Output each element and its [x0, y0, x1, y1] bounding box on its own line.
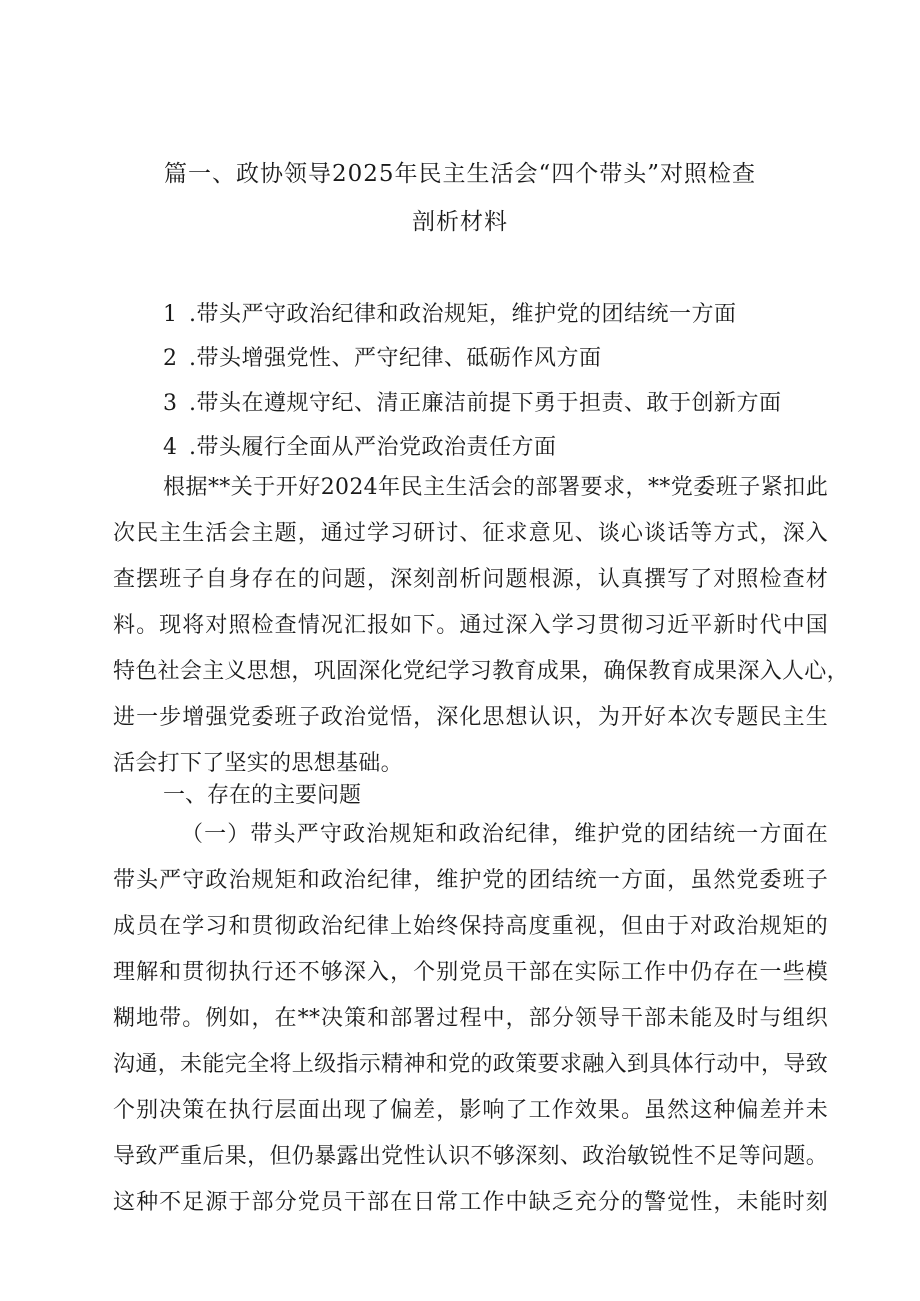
list-item-number: 3 [163, 391, 178, 416]
paragraph-line: 糊地带。例如，在**决策和部署过程中，部分领导干部未能及时与组织 [113, 1006, 828, 1031]
list-item [163, 297, 737, 328]
paragraph-line: 根据**关于开好2024年民主生活会的部署要求，**党委班子紧扣此 [163, 475, 828, 500]
list-item [163, 386, 782, 417]
list-item-text: .带头在遵规守纪、清正廉洁前提下勇于担责、敢于创新方面 [189, 391, 782, 416]
list-item-text: .带头增强党性、严守纪律、砥砺作风方面 [189, 346, 602, 371]
list-item [163, 430, 557, 461]
paragraph-line: 次民主生活会主题，通过学习研讨、征求意见、谈心谈话等方式，深入 [113, 521, 828, 546]
list-item-text: .带头严守政治纪律和政治规矩，维护党的团结统一方面 [189, 302, 737, 327]
paragraph-line: 成员在学习和贯彻政治纪律上始终保持高度重视，但由于对政治规矩的 [113, 914, 828, 939]
subsection-paragraph [113, 812, 828, 1226]
paragraph-line: 带头严守政治规矩和政治纪律，维护党的团结统一方面，虽然党委班子 [113, 868, 828, 893]
list-item-number: 2 [163, 346, 178, 371]
paragraph-line: 沟通，未能完全将上级指示精神和党的政策要求融入到具体行动中，导致 [113, 1052, 828, 1077]
paragraph-line: （一）带头严守政治规矩和政治纪律，维护党的团结统一方面在 [181, 822, 828, 847]
document-title-line2: 剖析材料 [412, 209, 508, 235]
list-item-number: 1 [163, 302, 178, 327]
paragraph-line: 查摆班子自身存在的问题，深刻剖析问题根源，认真撰写了对照检查材 [113, 567, 828, 592]
paragraph-line: 料。现将对照检查情况汇报如下。通过深入学习贯彻习近平新时代中国 [113, 613, 828, 638]
section-heading: 一、存在的主要问题 [163, 783, 362, 808]
paragraph-line: 特色社会主义思想，巩固深化党纪学习教育成果，确保教育成果深入人心， [113, 659, 849, 684]
intro-paragraph [113, 465, 849, 787]
document-title-line1: 篇一、政协领导2025年民主生活会“四个带头”对照检查 [163, 161, 757, 187]
paragraph-line: 导致严重后果，但仍暴露出党性认识不够深刻、政治敏锐性不足等问题。 [113, 1144, 828, 1169]
paragraph-line: 个别决策在执行层面出现了偏差，影响了工作效果。虽然这种偏差并未 [113, 1098, 828, 1123]
paragraph-line: 进一步增强党委班子政治觉悟，深化思想认识，为开好本次专题民主生 [113, 705, 828, 730]
paragraph-line: 这种不足源于部分党员干部在日常工作中缺乏充分的警觉性，未能时刻 [113, 1190, 828, 1215]
paragraph-line: 理解和贯彻执行还不够深入，个别党员干部在实际工作中仍存在一些模 [113, 960, 828, 985]
list-item-number: 4 [163, 435, 178, 460]
list-item-text: .带头履行全面从严治党政治责任方面 [189, 435, 557, 460]
list-item [163, 341, 602, 372]
paragraph-line: 活会打下了坚实的思想基础。 [113, 751, 403, 776]
